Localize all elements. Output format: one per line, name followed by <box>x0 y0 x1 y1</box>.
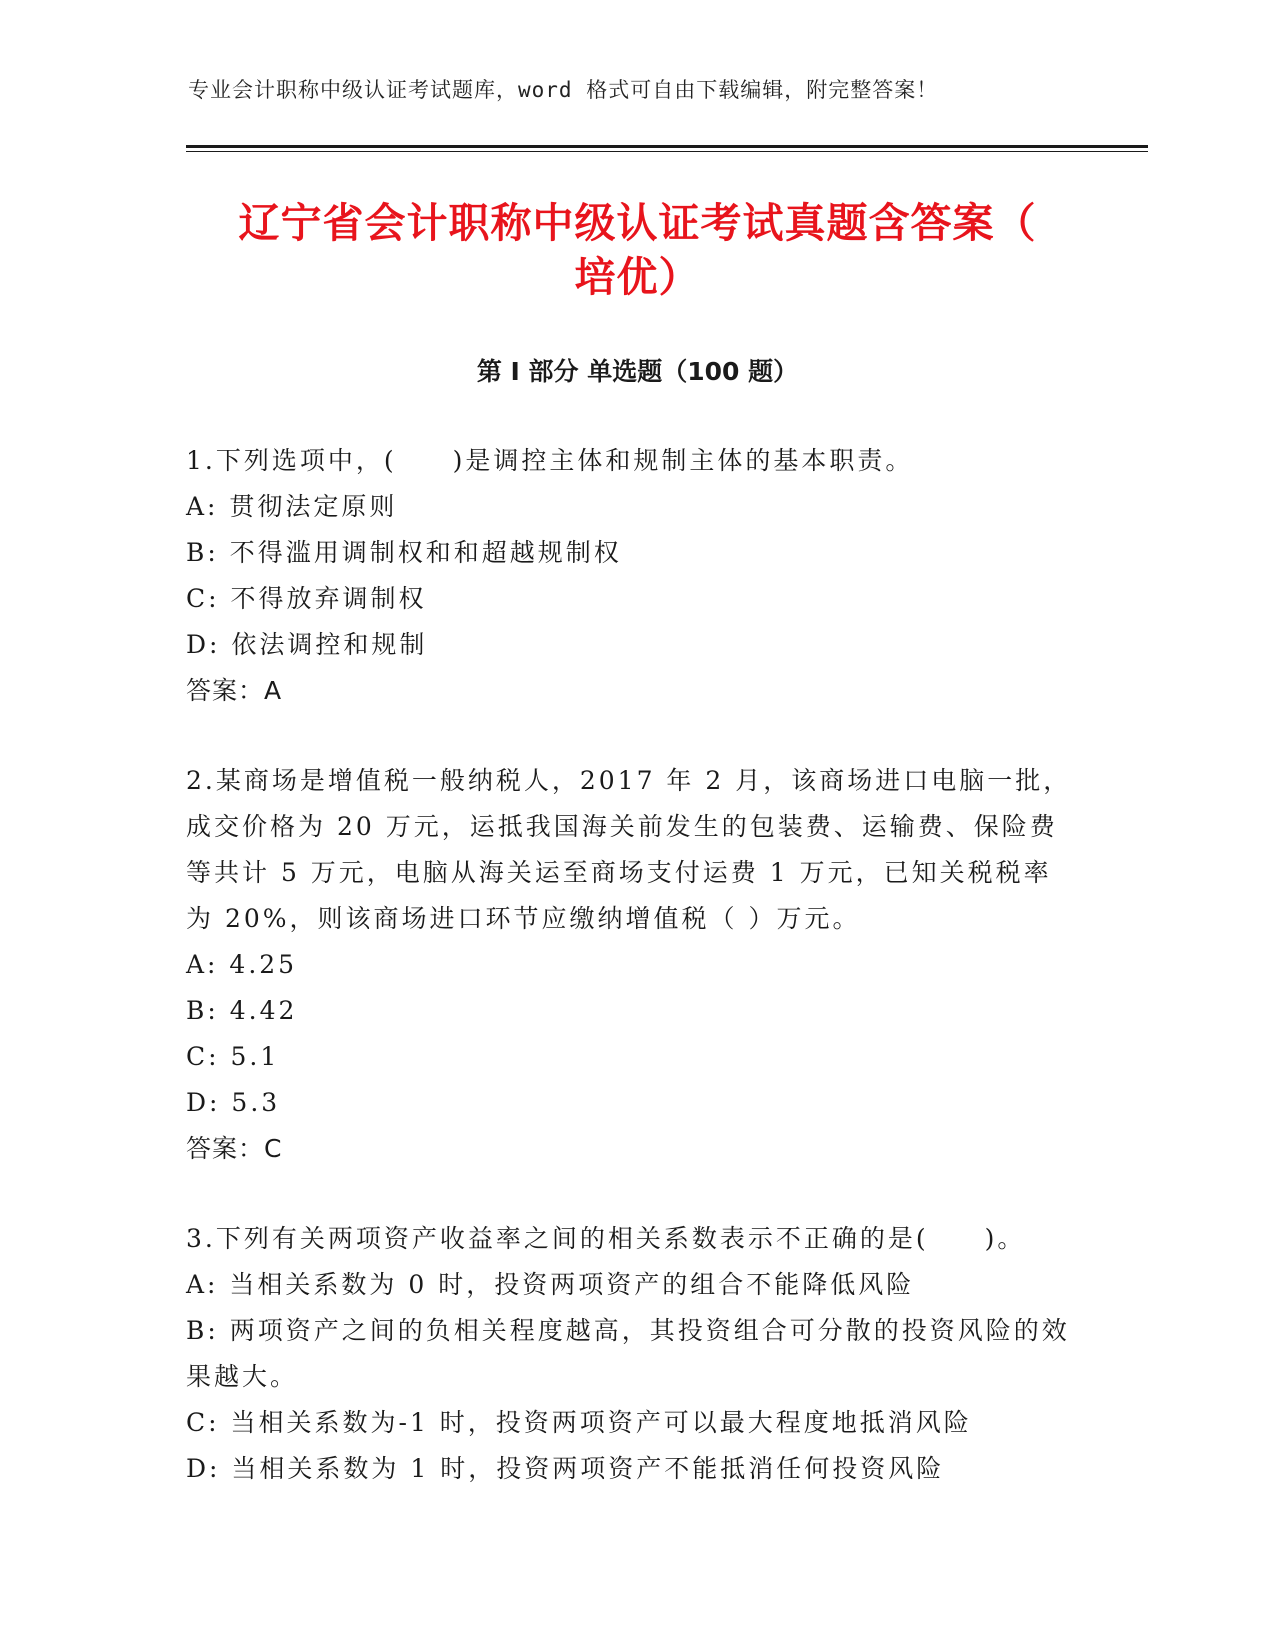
option-c: C: 当相关系数为-1 时，投资两项资产可以最大程度地抵消风险 <box>186 1408 972 1437</box>
answer-line: 答案：C <box>186 1134 283 1163</box>
header-divider-thick <box>186 145 1148 148</box>
option-d: D: 当相关系数为 1 时，投资两项资产不能抵消任何投资风险 <box>186 1454 945 1483</box>
question-2 <box>186 758 1076 1172</box>
question-stem: 3.下列有关两项资产收益率之间的相关系数表示不正确的是( )。 <box>186 1224 1026 1253</box>
option-b: B: 4.42 <box>186 996 298 1025</box>
question-3 <box>186 1216 1076 1492</box>
document-title-line1: 辽宁省会计职称中级认证考试真题含答案（ <box>238 199 1037 247</box>
option-a: A: 贯彻法定原则 <box>186 492 398 521</box>
document-title-line2: 培优） <box>574 253 701 301</box>
question-stem: 1.下列选项中，( )是调控主体和规制主体的基本职责。 <box>186 446 914 475</box>
document-title <box>150 196 1125 304</box>
section-heading: 第 I 部分 单选题（100 题） <box>476 357 799 386</box>
header-divider-thin <box>186 151 1148 152</box>
option-b: B: 两项资产之间的负相关程度越高，其投资组合可分散的投资风险的效果越大。 <box>186 1316 1070 1391</box>
question-list <box>186 438 1076 1536</box>
option-c: C: 不得放弃调制权 <box>186 584 427 613</box>
answer-line: 答案：A <box>186 676 283 705</box>
question-stem: 2.某商场是增值税一般纳税人，2017 年 2 月，该商场进口电脑一批，成交价格为 20 万元，运抵我国海关前发生的包装费、运输费、保险费等共计 5 万元，电脑从海关运至商场支付运费 1 万元，已知关税税率为 20%，则该商场进口环节应缴纳增值税（ ）万元。 <box>186 766 1072 933</box>
option-c: C: 5.1 <box>186 1042 280 1071</box>
option-d: D: 依法调控和规制 <box>186 630 428 659</box>
option-b: B: 不得滥用调制权和和超越规制权 <box>186 538 622 567</box>
question-1 <box>186 438 1076 714</box>
header-note: 专业会计职称中级认证考试题库，word 格式可自由下载编辑，附完整答案！ <box>188 78 939 102</box>
option-a: A: 当相关系数为 0 时，投资两项资产的组合不能降低风险 <box>186 1270 915 1299</box>
option-a: A: 4.25 <box>186 950 298 979</box>
option-d: D: 5.3 <box>186 1088 281 1117</box>
